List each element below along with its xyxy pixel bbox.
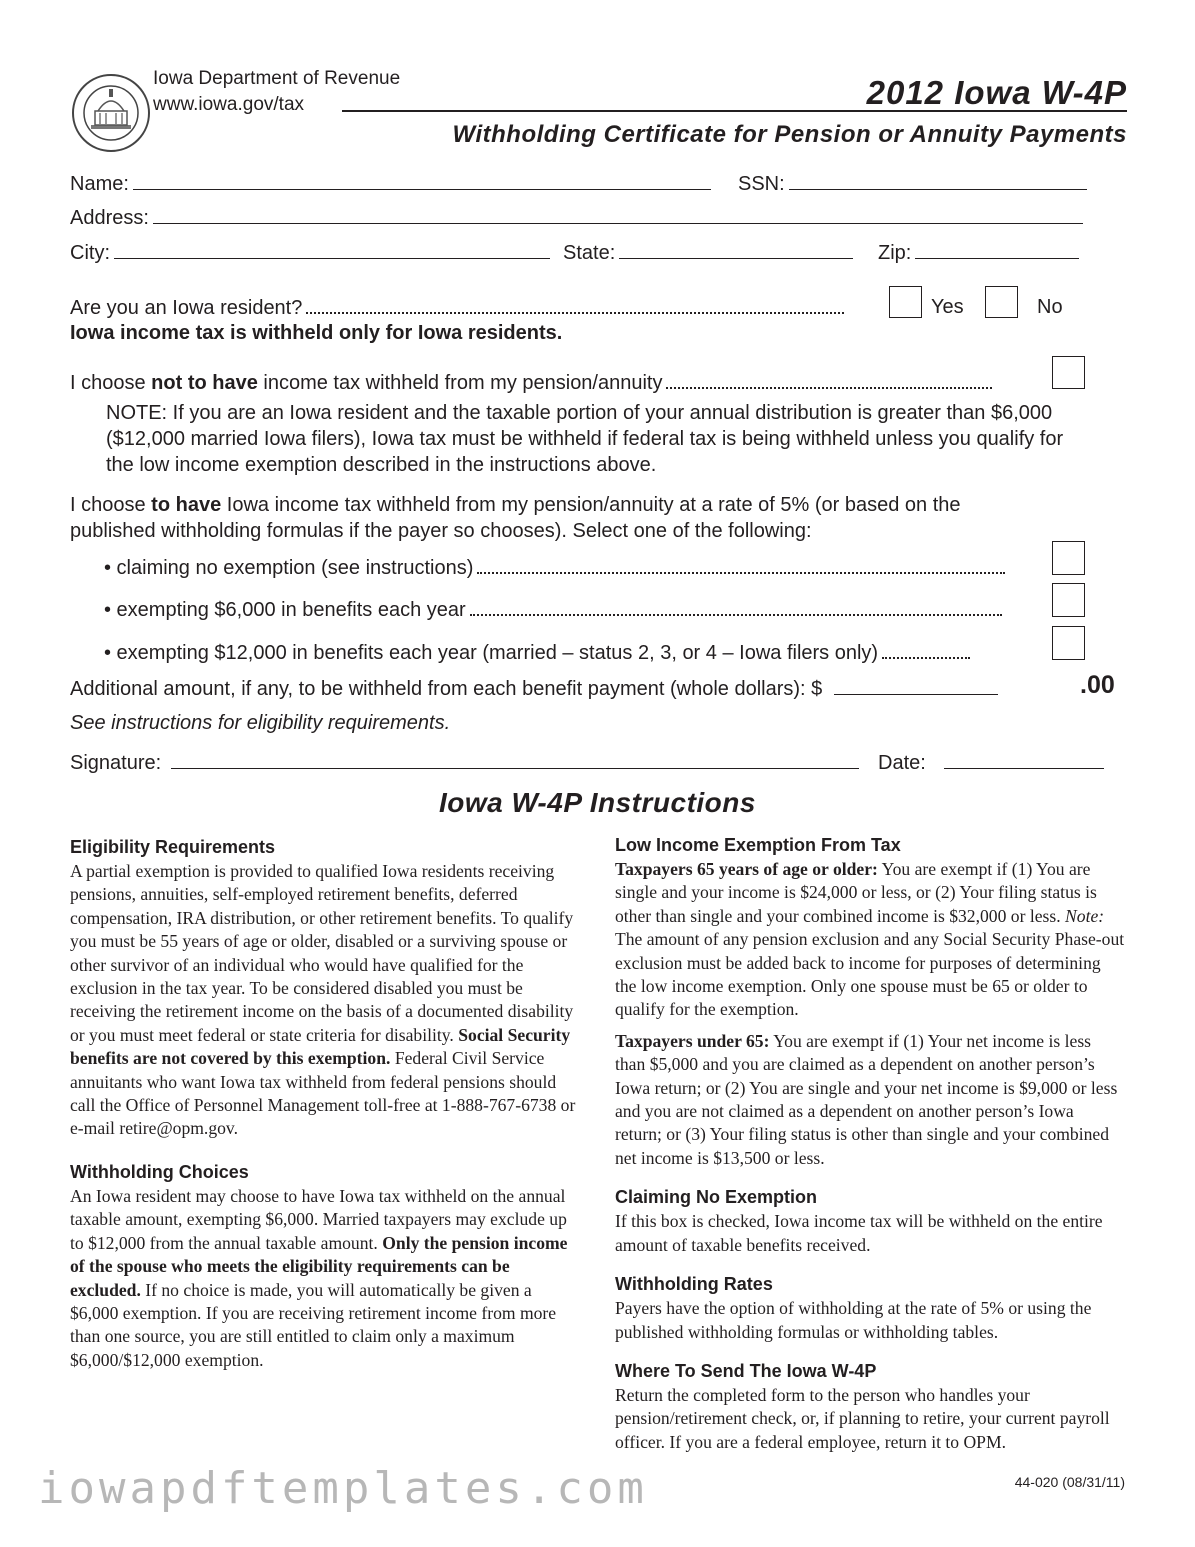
eligibility-section (70, 836, 580, 1141)
option-12000-label: • exempting $12,000 in benefits each year (married – status 2, 3, or 4 – Iowa filers only) (104, 642, 879, 664)
header-rule (342, 110, 1127, 112)
low-income-under-65-text-1: You are exempt if (1) Your net income is less than $5,000 and you are claimed as a dependent on another person’s Iowa return; or (2) You are single and your net income is $9,000 or less and you are not claimed as a dependent on another person’s Iowa return; or (3) Your filing status is other than single and your combined net income is $13,500 or less. (615, 1030, 1118, 1168)
low-income-note-italic: Note: (1065, 905, 1105, 926)
address-label: Address: (70, 207, 149, 229)
agency-website[interactable]: www.iowa.gov/tax (153, 94, 305, 115)
leader-dots (666, 369, 992, 389)
name-label: Name: (70, 173, 129, 195)
city-field[interactable] (114, 240, 550, 259)
eligibility-bold: Social Security benefits are not covered by this exemption. (70, 1024, 571, 1069)
additional-amount-field[interactable] (834, 676, 998, 695)
low-income-under-65-text (615, 1030, 1125, 1170)
choices-section (70, 1161, 580, 1372)
low-income-65-text-1: You are exempt if (1) You are single and your income is $24,000 or less, or (2) Your filing status is other than single and your combined income is $32,000 or less. (615, 859, 1097, 926)
choices-text-2: If no choice is made, you will automatically be given a $6,000 exemption. If you are receiving retirement income from more than one source, you are still entitled to claim only a maximum $6,000/$12,000 exemption. (70, 1279, 557, 1370)
where-text: Return the completed form to the person who handles your pension/retirement check, or, if planning to retire, your current payroll officer. If you are a federal employee, return it to OPM. (615, 1384, 1110, 1452)
leader-dots (306, 294, 844, 314)
name-field[interactable] (133, 171, 711, 190)
option-6000-label: • exempting $6,000 in benefits each year (104, 599, 466, 621)
low-income-under-65-bold: Taxpayers under 65: (615, 1030, 770, 1051)
name-row (70, 171, 711, 197)
form-subtitle: Withholding Certificate for Pension or Annuity Payments (452, 121, 1127, 148)
zip-field[interactable] (915, 240, 1079, 259)
eligibility-text (70, 860, 580, 1141)
city-label: City: (70, 242, 110, 264)
resident-yes-label: Yes (931, 296, 964, 318)
form-number: 44-020 (08/31/11) (1014, 1474, 1125, 1490)
no-withholding-note: NOTE: If you are an Iowa resident and the taxable portion of your annual distribution is greater than $6,000 ($12,000 married Iowa filers), Iowa tax must be withheld if federal tax is being withheld unless you qualify for the low income exemption described in the instructions above. (106, 402, 1064, 476)
option-no-exemption-label: • claiming no exemption (see instructions) (104, 557, 474, 579)
instructions-title: Iowa W-4P Instructions (439, 787, 756, 818)
residency-question: Are you an Iowa resident? (70, 297, 303, 319)
no-withholding-bold: not to have (151, 372, 258, 394)
where-section (615, 1360, 1125, 1454)
cents-suffix: .00 (1080, 671, 1115, 699)
no-withholding-suffix: income tax withheld from my pension/annuity (257, 372, 663, 394)
eligibility-heading: Eligibility Requirements (70, 837, 276, 857)
zip-label: Zip: (878, 242, 912, 264)
address-row (70, 205, 1083, 231)
agency-name: Iowa Department of Revenue (153, 68, 401, 89)
low-income-section (615, 834, 1125, 1170)
no-withholding-checkbox[interactable] (1052, 356, 1085, 389)
where-heading: Where To Send The Iowa W-4P (615, 1360, 877, 1381)
zip-row (878, 240, 1079, 266)
instructions-right-column (615, 834, 1125, 1466)
no-exemption-section (615, 1186, 1125, 1257)
watermark: iowapdftemplates.com (38, 1463, 648, 1514)
exempt-12000-checkbox[interactable] (1052, 626, 1085, 660)
low-income-65-bold: Taxpayers 65 years of age or older: (615, 859, 878, 879)
address-field[interactable] (153, 205, 1083, 224)
exempt-6000-checkbox[interactable] (1052, 583, 1085, 617)
state-label: State: (563, 242, 616, 264)
no-exemption-heading: Claiming No Exemption (615, 1187, 818, 1208)
ssn-row (738, 171, 1087, 197)
ssn-field[interactable] (789, 171, 1087, 190)
state-row (563, 240, 853, 266)
additional-amount-row (70, 676, 998, 702)
low-income-heading: Low Income Exemption From Tax (615, 835, 901, 855)
resident-yes-checkbox[interactable] (889, 286, 922, 318)
rates-heading: Withholding Rates (615, 1274, 773, 1295)
city-row (70, 240, 550, 266)
leader-dots (477, 554, 1005, 574)
choices-text (70, 1185, 580, 1372)
instructions-left-column (70, 836, 580, 1384)
resident-no-checkbox[interactable] (985, 286, 1018, 318)
option-6000-row (104, 596, 1006, 623)
option-12000-row (104, 639, 974, 666)
iowa-department-of-revenue-seal-icon (71, 73, 151, 153)
signature-label: Signature: (70, 752, 162, 774)
no-exemption-checkbox[interactable] (1052, 541, 1085, 575)
no-withholding-row (70, 369, 996, 396)
additional-amount-label: Additional amount, if any, to be withheld from each benefit payment (whole dollars): $ (70, 678, 823, 700)
choices-heading: Withholding Choices (70, 1161, 249, 1182)
withholding-choice (70, 492, 1045, 544)
eligibility-text-2: Federal Civil Service annuitants who want Iowa tax withheld from federal pensions should call the Office of Personnel Management toll-free at 1-888-767-6738 or e-mail retire@opm.gov. (70, 1048, 576, 1139)
option-no-exemption-row (104, 554, 1009, 581)
date-field[interactable] (944, 750, 1104, 769)
low-income-65-text-2: The amount of any pension exclusion and any Social Security Phase-out exclusion must be added back to income for purposes of determining the low income exemption. Only one spouse must be 65 or older to qualify for the exemption. (615, 929, 1125, 1020)
leader-dots (882, 639, 970, 659)
signature-row (70, 750, 859, 776)
rates-text: Payers have the option of withholding at the rate of 5% or using the published withholding formulas or withholding tables. (615, 1298, 1092, 1342)
eligibility-text-1: A partial exemption is provided to qualified Iowa residents receiving pensions, annuities, self-employed retirement benefits, deferred compensation, IRA distribution, or other retirement benefits. To qualify you must be 55 years of age or older, disabled or a surviving spouse or other survivor of an individual who would have qualified for the exclusion in the tax year. To be considered disabled you must be receiving the retirement income on the basis of a documented disability or you must meet federal or state criteria for disability. (70, 861, 574, 1045)
withholding-suffix: Iowa income tax withheld from my pension/annuity at a rate of 5% (or based on the published withholding formulas if the payer so chooses). Select one of the following: (70, 494, 961, 542)
withholding-prefix: I choose (70, 494, 152, 516)
residency-question-row (70, 294, 848, 321)
rates-section (615, 1273, 1125, 1344)
state-field[interactable] (619, 240, 853, 259)
choices-bold: Only the pension income of the spouse who meets the eligibility requirements can be excluded. (70, 1232, 568, 1300)
no-exemption-text: If this box is checked, Iowa income tax will be withheld on the entire amount of taxable benefits received. (615, 1211, 1103, 1255)
leader-dots (470, 596, 1002, 616)
resident-no-label: No (1037, 296, 1063, 318)
choices-text-1: An Iowa resident may choose to have Iowa tax withheld on the annual taxable amount, exempting $6,000. Married taxpayers may exclude up to $12,000 from the annual taxable amount. (70, 1185, 567, 1253)
no-withholding-prefix: I choose (70, 372, 152, 394)
eligibility-reference: See instructions for eligibility requirements. (70, 712, 451, 734)
date-label: Date: (878, 752, 926, 774)
low-income-65-text (615, 858, 1125, 1022)
residency-note: Iowa income tax is withheld only for Iowa residents. (70, 322, 563, 344)
signature-field[interactable] (171, 750, 859, 769)
date-row (878, 750, 1104, 776)
withholding-bold: to have (151, 494, 222, 516)
ssn-label: SSN: (738, 173, 785, 195)
form-title: 2012 Iowa W-4P (866, 74, 1127, 111)
